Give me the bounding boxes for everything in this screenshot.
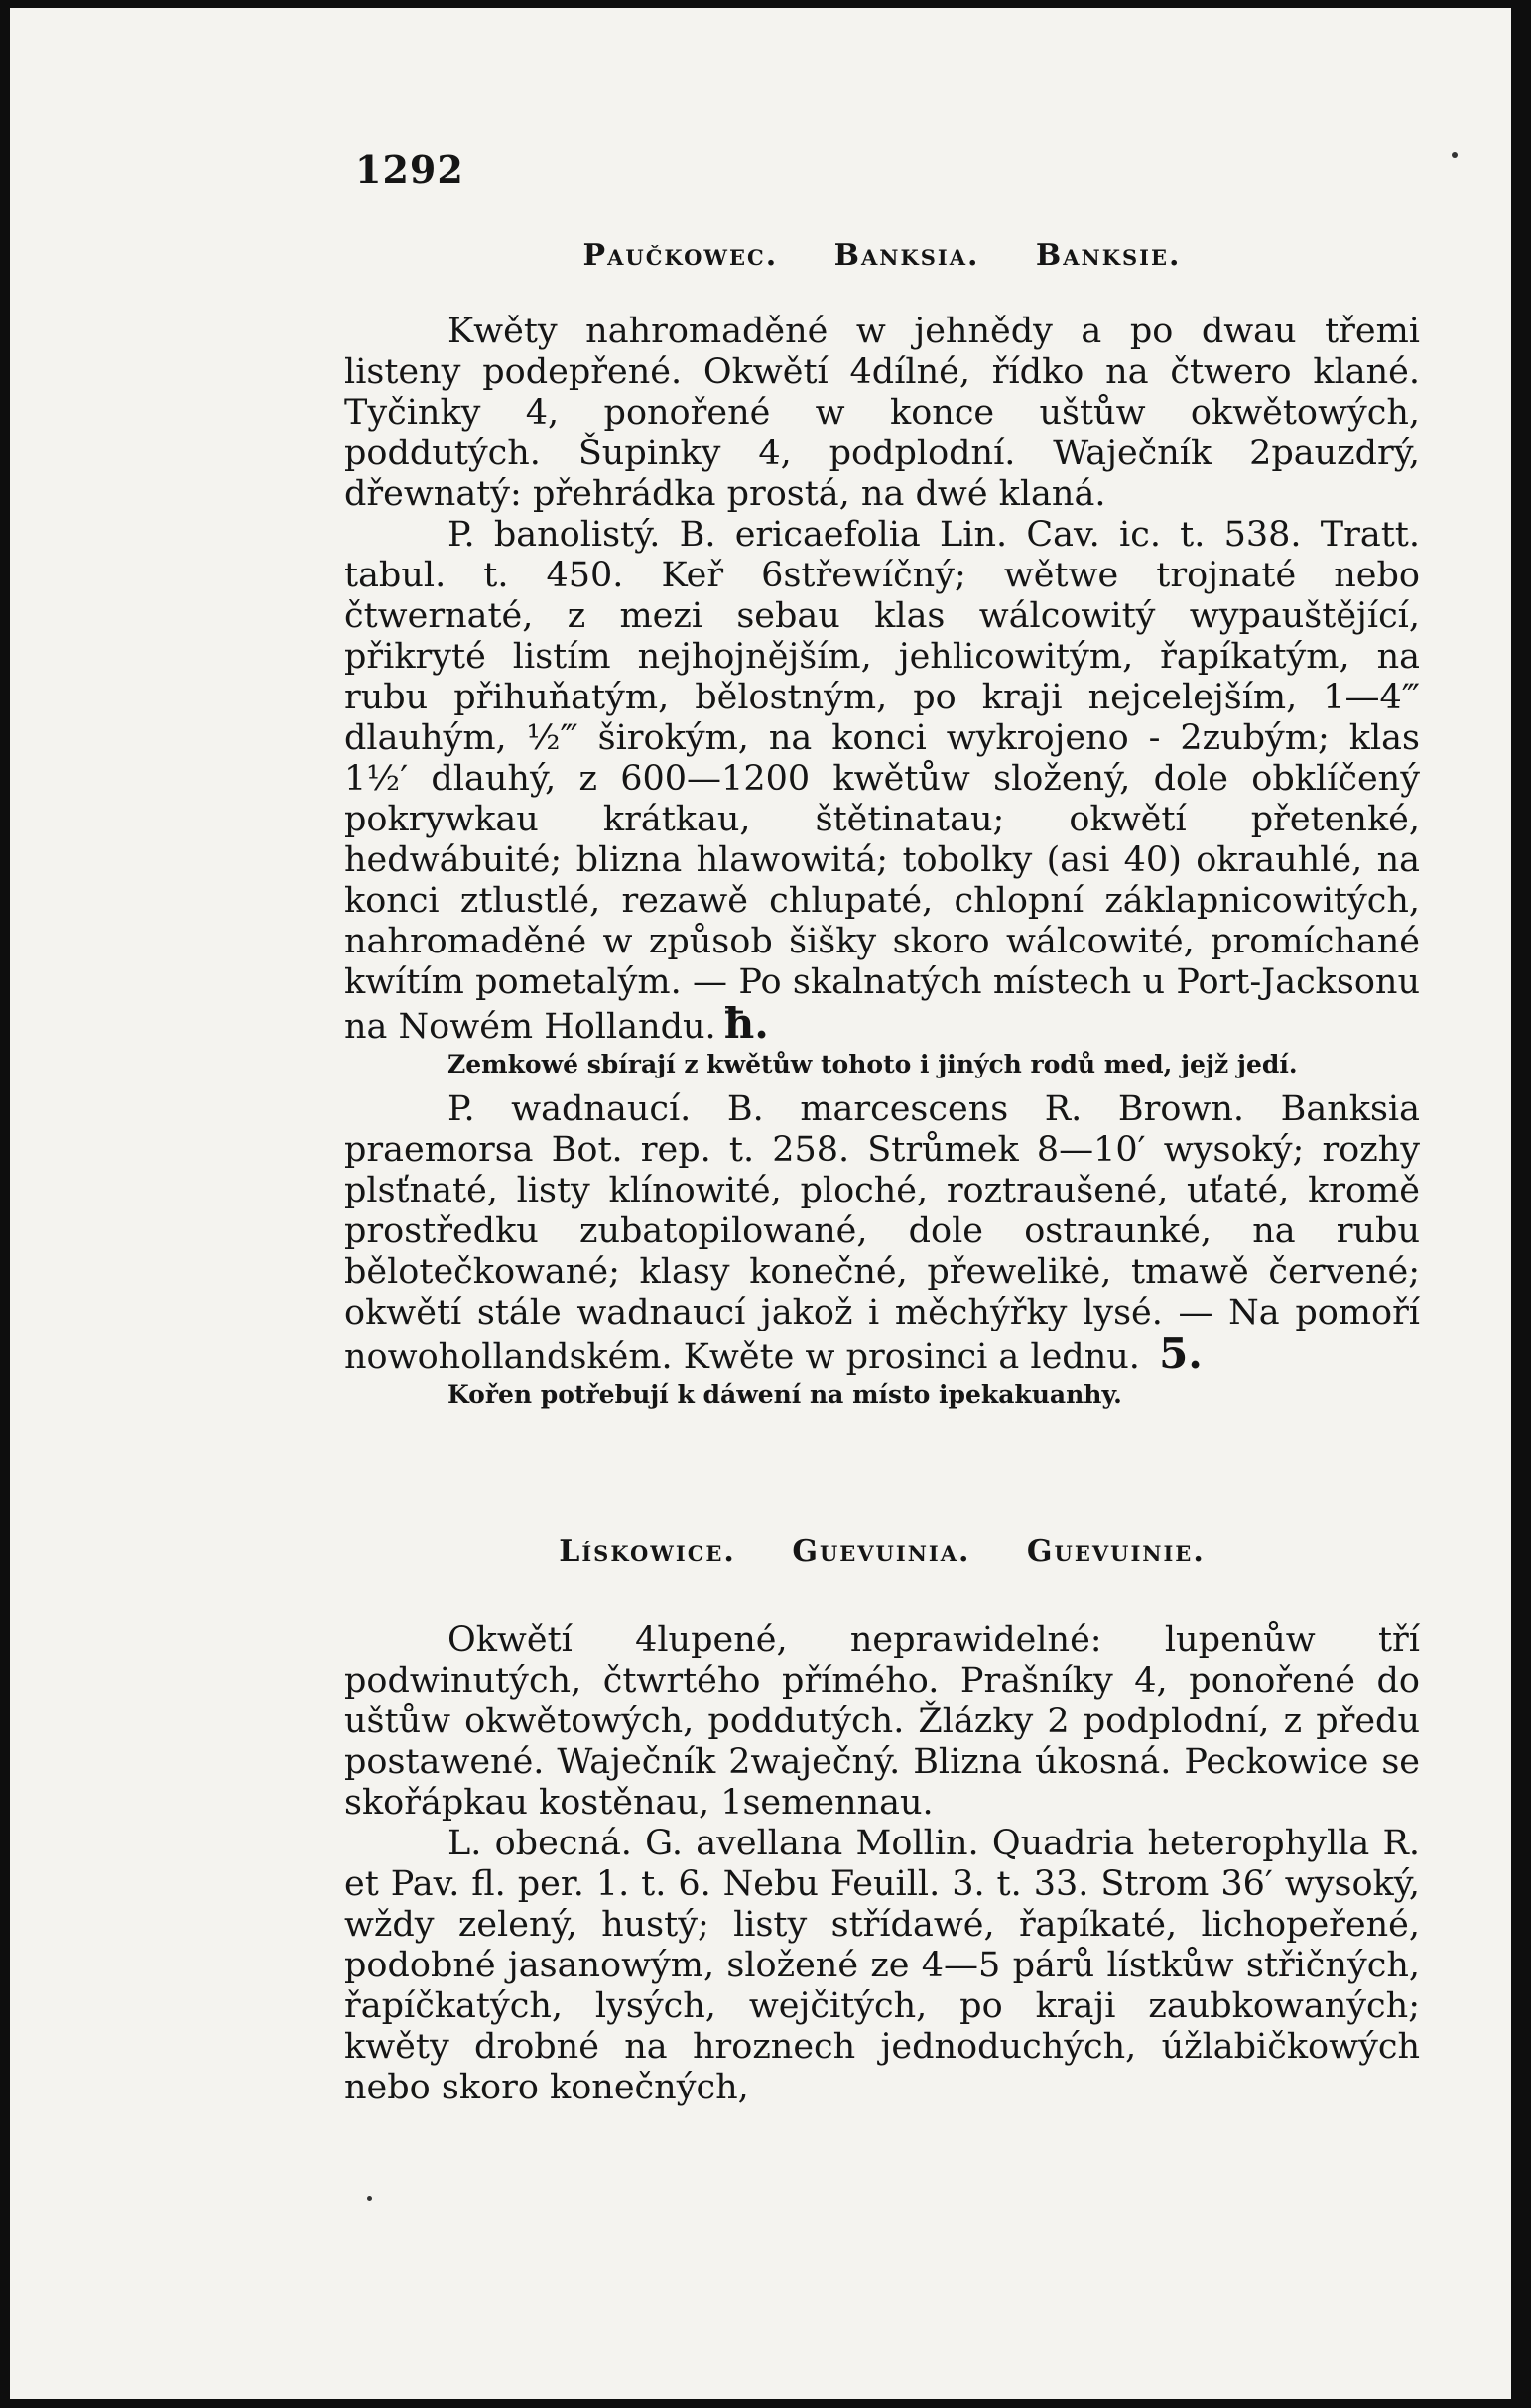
book-page bbox=[10, 8, 1511, 2399]
species-text: P. banolistý. B. ericaefolia Lin. Cav. ic. t. 538. Tratt. tabul. t. 450. Keř 6střewíčný; wětwe trojnaté nebo čtwernaté, z mezi sebau klas wálcowitý wypauštějící, přikryté listím nejhojnějším, jehlicowitým, řapíkatým, na rubu přihuňatým, bělostným, po kraji nejcelejším, 1—4‴ dlauhým, ½‴ širokým, na konci wykrojeno - 2zubým; klas 1½′ dlauhý, z 600—1200 kwětůw složený, dole obklíčený pokrywkau krátkau, štětinatau; okwětí přetenké, hedwábuité; blizna hlawowitá; tobolky (asi 40) okrauhlé, na konci ztlustlé, rezawě chlupaté, chlopní záklapnicowitých, nahromaděné w způsob šišky skoro wálcowité, promíchané kwítím pometalým. — Po skalnatých místech u Port-Jacksonu na Nowém Hollandu. bbox=[344, 515, 1420, 1047]
species-wadnauci bbox=[344, 1089, 1420, 1378]
guevuinia-body bbox=[344, 1620, 1420, 2108]
usage-note-1: Zemkowé sbírají z kwětůw tohoto i jiných rodů med, jejž jedí. bbox=[447, 1050, 1298, 1078]
genus-description-2: Okwětí 4lupené, neprawidelné: lupenůw tří podwinutých, čtwrtého přímého. Prašníky 4, ponořené do uštůw okwětowých, poddutých. Žlázky 2 podplodní, z předu postawené. Waječník 2waječný. Blizna úkosná. Peckowice se skořápkau kostěnau, 1semennau. bbox=[344, 1620, 1420, 1823]
title-latin: Guevuinia. bbox=[792, 1534, 971, 1569]
title-czech: Paučkowec. bbox=[582, 238, 779, 273]
section-title-guevuinia bbox=[344, 1534, 1420, 1569]
section-guevuinia bbox=[344, 1534, 1420, 1569]
species-obecna: L. obecná. G. avellana Mollin. Quadria heterophylla R. et Pav. fl. per. 1. t. 6. Nebu Feuill. 3. t. 33. Strom 36′ wysoký, wždy zelený, hustý; listy střídawé, řapíkaté, lichopeřené, podobné jasanowým, složené ze 4—5 párů lístkůw střičných, řapíčkatých, lysých, wejčitých, po kraji zaubkowaných; kwěty drobné na hroznech jednoduchých, úžlabičkowých nebo skoro konečných, bbox=[344, 1824, 1420, 2107]
banksia-body bbox=[344, 312, 1420, 1412]
shrub-symbol: ħ. bbox=[723, 999, 769, 1048]
title-latin: Banksia. bbox=[833, 238, 980, 273]
section-banksia bbox=[344, 238, 1420, 273]
species-text-2: P. wadnaucí. B. marcescens R. Brown. Banksia praemorsa Bot. rep. t. 258. Strůmek 8—10′ wysoký; rozhy plsťnaté, listy klínowité, ploché, roztraušené, uťaté, kromě prostředku zubatopilowané, dole ostraunké, na rubu bělotečkowané; klasy konečné, přewelikė, tmawě červené; okwětí stále wadnaucí jakož i měchýřky lysé. — Na pomoří nowohollandském. Kwěte w prosinci a lednu. bbox=[344, 1089, 1420, 1377]
usage-note-2: Kořen potřebují k dáwení na místo ipekakuanhy. bbox=[447, 1380, 1122, 1409]
title-czech-plural: Banksie. bbox=[1035, 238, 1182, 273]
ink-speck bbox=[367, 2196, 372, 2201]
shrub-symbol-2: 5. bbox=[1159, 1330, 1203, 1378]
title-czech-plural: Guevuinie. bbox=[1026, 1534, 1206, 1569]
ink-speck bbox=[1452, 152, 1458, 158]
section-title-banksia bbox=[344, 238, 1420, 273]
page-number: 1292 bbox=[355, 147, 464, 191]
title-czech: Lískowice. bbox=[559, 1534, 736, 1569]
genus-description: Kwěty nahromaděné w jehnědy a po dwau třemi listeny podepřené. Okwětí 4dílné, řídko na čtwero klané. Tyčinky 4, ponořené w konce uštůw okwětowých, poddutých. Šupinky 4, podplodní. Waječník 2pauzdrý, dřewnatý: přehrádka prostá, na dwé klaná. bbox=[344, 312, 1420, 514]
species-banolisty bbox=[344, 515, 1420, 1048]
